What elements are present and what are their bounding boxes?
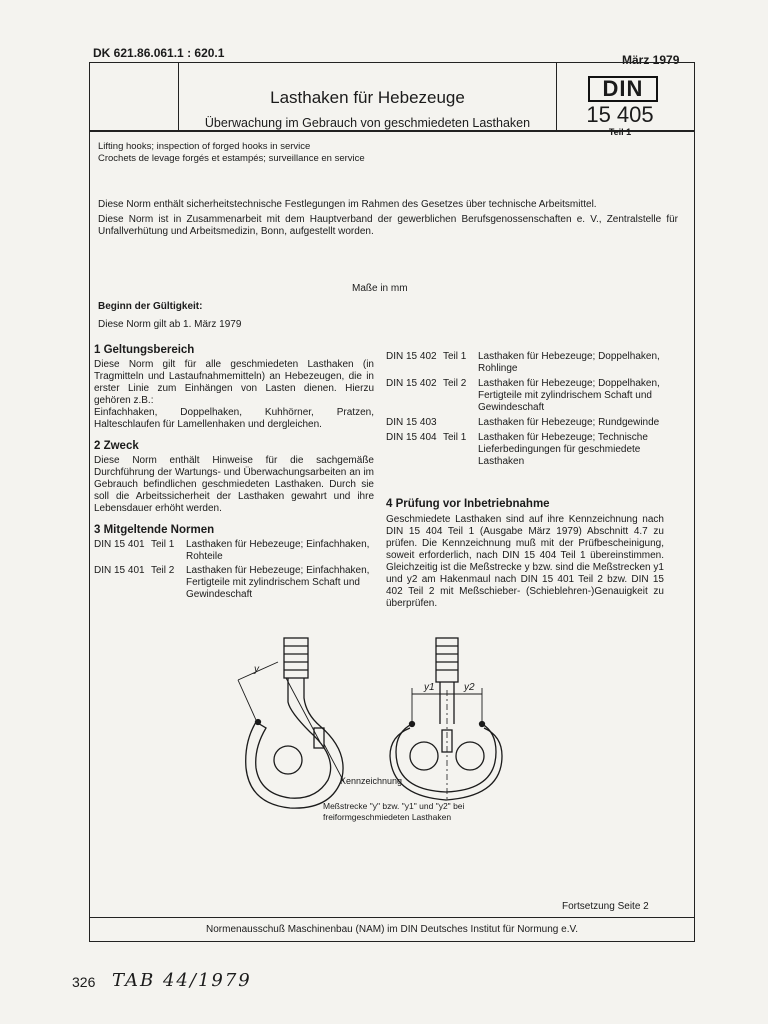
continuation-note: Fortsetzung Seite 2 xyxy=(562,901,649,912)
header-divider-right xyxy=(556,62,557,132)
hook-figure xyxy=(220,632,530,832)
document-title: Lasthaken für Hebezeuge xyxy=(270,88,465,107)
handwritten-annotation: TAB 44/1979 xyxy=(112,970,252,991)
label-y2: y2 xyxy=(464,682,475,693)
reference-din: DIN 15 404 xyxy=(386,432,437,443)
reference-title: Lasthaken für Hebezeuge; Rundgewinde xyxy=(478,417,660,428)
reference-title: Lasthaken für Hebezeuge; Einfachhaken, Rohteile xyxy=(186,539,370,562)
intro-paragraph-1: Diese Norm enthält sicherheitstechnische Festlegungen im Rahmen des Gesetzes über technische Arbeitsmittel. xyxy=(98,199,597,210)
section-4-heading: 4 Prüfung vor Inbetriebnahme xyxy=(386,498,550,510)
reference-part: Teil 1 xyxy=(151,539,175,550)
reference-part: Teil 2 xyxy=(443,378,467,389)
footer-divider xyxy=(89,917,695,918)
section-1-text: Diese Norm gilt für alle geschmiedeten Lasthaken (in Tragmitteln und Lastaufnahmemitteln) an Hebezeugen, die in erster Linie zum Einhängen von Lasten dienen. Hierzu gehören z.B.: xyxy=(94,359,374,406)
reference-item xyxy=(386,417,664,429)
committee-line: Normenausschuß Maschinenbau (NAM) im DIN Deutsches Institut für Normung e.V. xyxy=(206,924,578,935)
double-hook-drawing xyxy=(390,638,502,802)
section-1-examples: Einfachhaken, Doppelhaken, Kuhhörner, Pratzen, Halteschlaufen für Lamellenhaken und dergleichen. xyxy=(94,407,374,430)
section-4-text: Geschmiedete Lasthaken sind auf ihre Kennzeichnung nach DIN 15 404 Teil 1 (Ausgabe März 1979) Abschnitt 4.7 zu prüfen. Die Kennzeichnung muß mit der Prüfbescheinigung, soweit erforderlich, nach DIN 15 404 Teil 1 übereinstimmen. Gleichzeitig ist die Meßstrecke y bzw. sind die Meßstrecken y1 und y2 am Hakenmaul nach DIN 15 401 Teil 2 bzw. DIN 15 402 Teil 2 mit Meßschieber- (Schieblehren-)Genauigkeit zu überprüfen. xyxy=(386,514,664,609)
reference-din: DIN 15 401 xyxy=(94,565,145,576)
reference-title: Lasthaken für Hebezeuge; Technische Lieferbedingungen für geschmiedete Lasthaken xyxy=(478,432,648,467)
reference-part: Teil 1 xyxy=(443,351,467,362)
units-note: Maße in mm xyxy=(352,283,408,294)
issue-date: März 1979 xyxy=(622,53,680,67)
reference-part: Teil 2 xyxy=(151,565,175,576)
reference-din: DIN 15 403 xyxy=(386,417,437,428)
reference-item xyxy=(386,351,664,375)
reference-title: Lasthaken für Hebezeuge; Einfachhaken, Fertigteile mit zylindrischem Schaft und Gewindeschaft xyxy=(186,565,370,600)
reference-din: DIN 15 402 xyxy=(386,378,437,389)
reference-title: Lasthaken für Hebezeuge; Doppelhaken, Fertigteile mit zylindrischem Schaft und Gewindeschaft xyxy=(478,378,660,413)
section-1-heading: 1 Geltungsbereich xyxy=(94,344,195,356)
intro-paragraph-2: Diese Norm ist in Zusammenarbeit mit dem Hauptverband der gewerblichen Berufsgenossenschaften e. V., Zentralstelle für Unfallverhütung und Arbeitsmedizin, Bonn, aufgestellt worden. xyxy=(98,214,678,237)
din-part: Teil 1 xyxy=(608,127,632,137)
figure-caption-line-1: Meßstrecke "y" bzw. "y1" und "y2" bei xyxy=(323,801,465,811)
din-logo: DIN xyxy=(588,76,658,102)
translation-en: Lifting hooks; inspection of forged hooks in service xyxy=(98,141,311,152)
reference-item xyxy=(94,565,374,601)
left-column xyxy=(94,344,374,601)
reference-item xyxy=(386,378,664,414)
reference-part xyxy=(443,417,478,429)
reference-part: Teil 1 xyxy=(443,432,467,443)
document-subtitle: Überwachung im Gebrauch von geschmiedeten Lasthaken xyxy=(204,116,531,130)
translation-fr: Crochets de levage forgés et estampés; surveillance en service xyxy=(98,153,365,164)
din-number: 15 405 xyxy=(586,102,654,127)
right-column xyxy=(386,351,664,610)
reference-din: DIN 15 401 xyxy=(94,539,145,550)
dk-classification: DK 621.86.061.1 : 620.1 xyxy=(93,46,225,60)
label-y: y xyxy=(254,664,259,675)
label-y1: y1 xyxy=(424,682,435,693)
section-2-heading: 2 Zweck xyxy=(94,440,139,452)
section-2-text: Diese Norm enthält Hinweise für die sachgemäße Durchführung der Wartungs- und Überwachungsarbeiten an im Gebrauch befindlichen geschmiedeten Lasthaken. Durch sie soll die Arbeitssicherheit der Lasthaken gewahrt und ihre Lebensdauer erhöht werden. xyxy=(94,455,374,514)
page-number: 326 xyxy=(72,974,96,990)
reference-title: Lasthaken für Hebezeuge; Doppelhaken, Rohlinge xyxy=(478,351,660,374)
label-kennzeichnung: Kennzeichnung xyxy=(340,776,403,786)
validity-text: Diese Norm gilt ab 1. März 1979 xyxy=(98,319,242,330)
reference-item xyxy=(386,432,664,468)
intro xyxy=(98,199,678,238)
reference-item xyxy=(94,539,374,563)
section-3-heading: 3 Mitgeltende Normen xyxy=(94,524,215,536)
figure-caption-line-2: freiformgeschmiedeten Lasthaken xyxy=(323,812,452,822)
validity-heading: Beginn der Gültigkeit: xyxy=(98,301,203,312)
translations xyxy=(98,141,678,165)
reference-din: DIN 15 402 xyxy=(386,351,437,362)
